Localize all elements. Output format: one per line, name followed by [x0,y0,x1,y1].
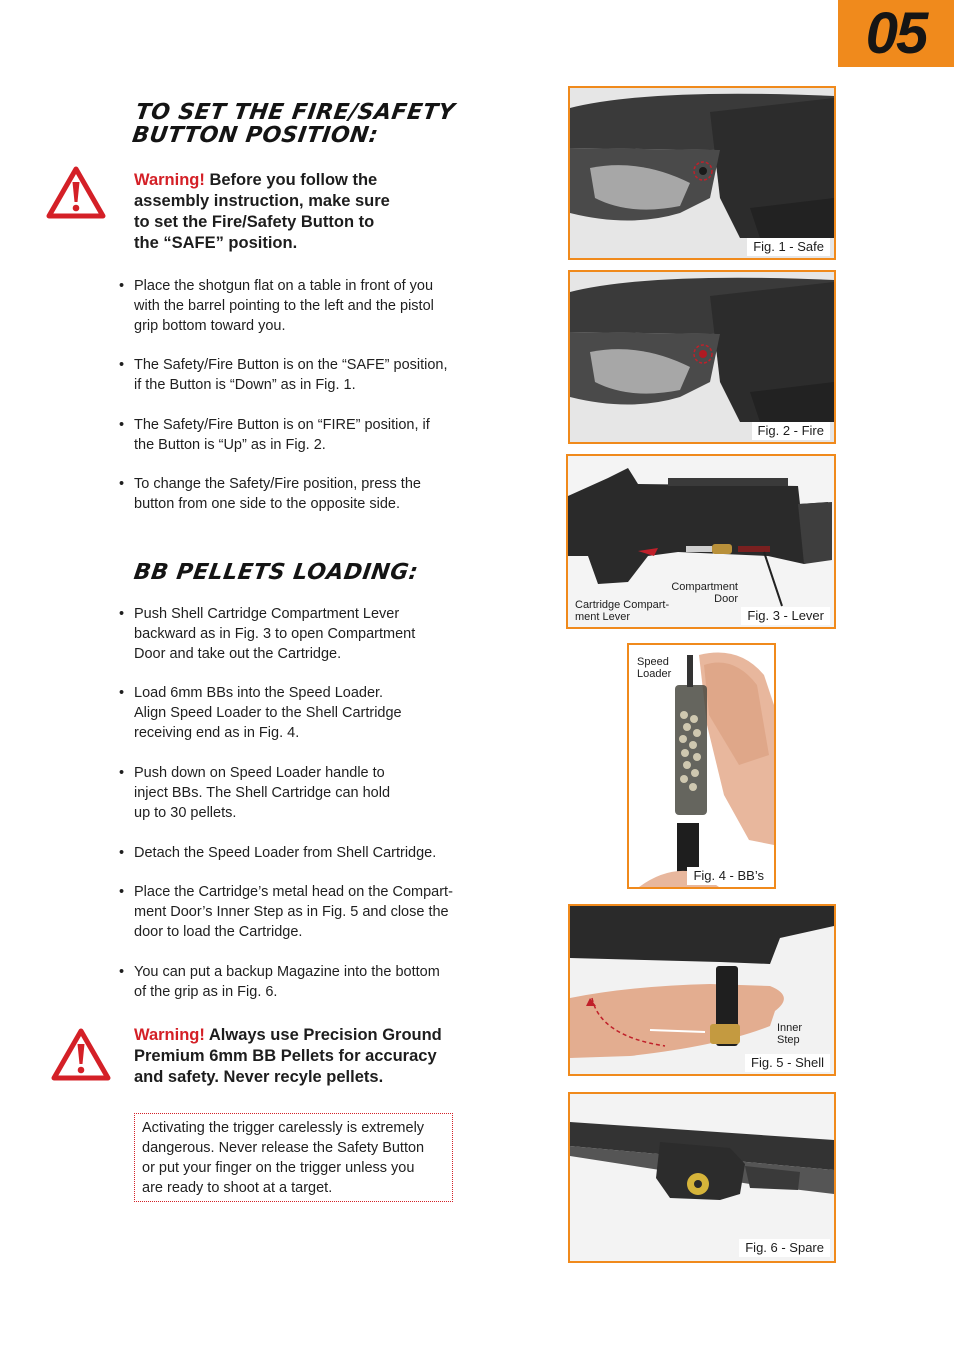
warning-triangle-icon [50,1027,112,1082]
section-bb-loading-title: BB PELLETS LOADING: [132,560,420,585]
list-item: • Load 6mm BBs into the Speed Loader. Align Speed Loader to the Shell Cartridge receiving end as in Fig. 4. [119,685,402,741]
figure-4-bbs [627,643,776,889]
list-item: • To change the Safety/Fire position, press the button from one side to the opposite side. [119,476,421,512]
warning-safety: Warning! Before you follow the assembly instruction, make sure to set the Fire/Safety Button to the “SAFE” position. [134,171,390,252]
fig6-photo [570,1094,834,1261]
fig5-inner-step-label: Inner Step [777,1022,803,1046]
figure-5-shell [568,904,836,1076]
figure-1-safe [568,86,836,260]
fig4-speed-loader-label: Speed Loader [637,656,672,680]
list-item: • Push Shell Cartridge Compartment Lever backward as in Fig. 3 to open Compartment Door and take out the Cartridge. [119,606,416,662]
fig2-photo [570,272,834,442]
fig3-door-label: Compartment Door [671,581,738,605]
warning-triangle-icon [45,165,107,220]
fig2-caption: Fig. 2 - Fire [752,422,830,440]
fig1-photo [570,88,834,258]
fig5-caption: Fig. 5 - Shell [745,1054,830,1072]
warning-pellets: Warning! Always use Precision Ground Premium 6mm BB Pellets for accuracy and safety. Never recyle pellets. [134,1026,442,1086]
list-item: • The Safety/Fire Button is on “FIRE” position, if the Button is “Up” as in Fig. 2. [119,417,430,453]
fig4-caption: Fig. 4 - BB’s [687,867,770,885]
fig6-caption: Fig. 6 - Spare [739,1239,830,1257]
figure-2-fire [568,270,836,444]
list-item: • Push down on Speed Loader handle to inject BBs. The Shell Cartridge can hold up to 30 pellets. [119,765,391,821]
fig5-photo [570,906,834,1074]
list-item: • You can put a backup Magazine into the bottom of the grip as in Fig. 6. [119,964,440,1000]
trigger-caution-note: Activating the trigger carelessly is extremely dangerous. Never release the Safety Button or put your finger on the trigger unless you are ready to shoot at a target. [134,1113,453,1202]
list-item: • The Safety/Fire Button is on the “SAFE” position, if the Button is “Down” as in Fig. 1. [119,357,448,393]
section-fire-safety-title: TO SET THE FIRE/SAFETY BUTTON POSITION: [130,100,457,148]
fig1-caption: Fig. 1 - Safe [747,238,830,256]
fig3-lever-label: Cartridge Compart- ment Lever [575,599,670,623]
list-item: • Detach the Speed Loader from Shell Cartridge. [119,845,437,861]
list-item: • Place the shotgun flat on a table in front of you with the barrel pointing to the left and the pistol grip bottom toward you. [119,278,434,334]
figure-6-spare [568,1092,836,1263]
figure-3-lever [566,454,836,629]
page-number: 05 [865,1,927,66]
fig4-photo [629,645,774,887]
fig3-caption: Fig. 3 - Lever [741,607,830,625]
list-item: • Place the Cartridge’s metal head on the Compart- ment Door’s Inner Step as in Fig. 5 and close the door to load the Cartridge. [119,884,453,940]
